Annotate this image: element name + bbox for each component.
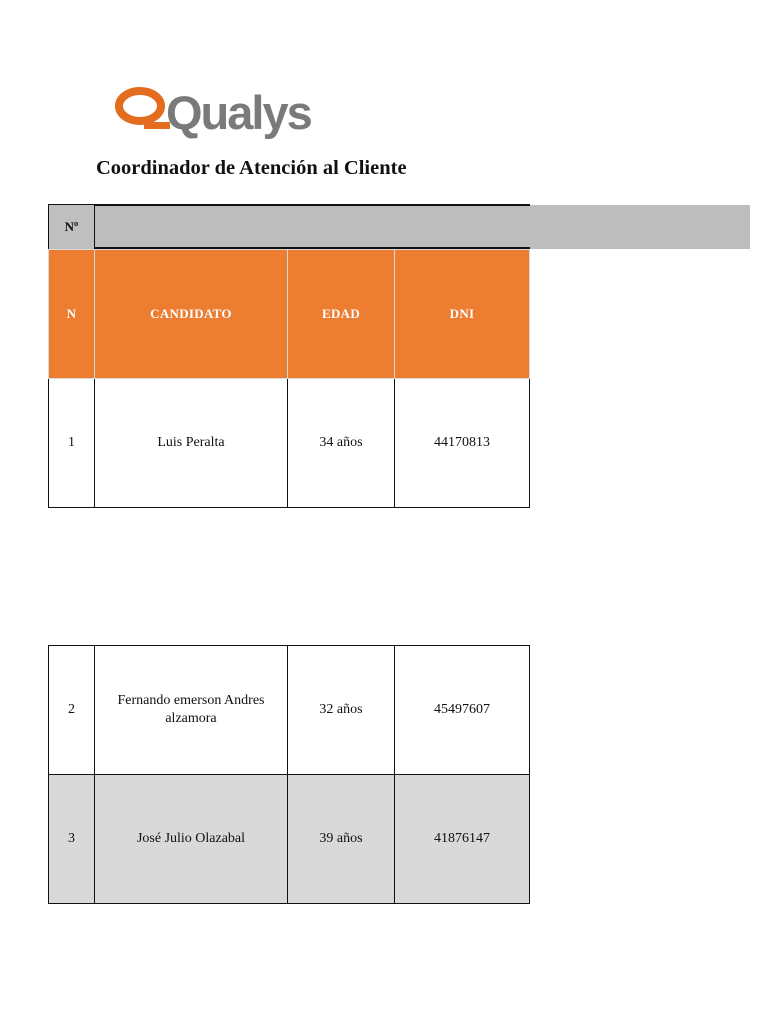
cell-dni: 41876147 <box>395 775 530 904</box>
header-candidato: CANDIDATO <box>95 250 288 379</box>
candidates-table-1 <box>48 249 530 508</box>
header-n: N <box>49 250 95 379</box>
cell-n: 3 <box>49 775 95 904</box>
header-edad: EDAD <box>288 250 395 379</box>
cell-edad: 34 años <box>288 379 395 508</box>
cell-dni: 45497607 <box>395 646 530 775</box>
table-row <box>49 379 530 508</box>
cell-candidato: Fernando emerson Andres alzamora <box>95 646 288 775</box>
header-band <box>95 205 750 249</box>
cell-edad: 39 años <box>288 775 395 904</box>
candidates-table-2 <box>48 645 530 904</box>
cell-candidato: Luis Peralta <box>95 379 288 508</box>
qualys-logo <box>114 84 346 142</box>
table-row <box>49 775 530 904</box>
page-title: Coordinador de Atención al Cliente <box>96 157 407 179</box>
table-header-row <box>49 250 530 379</box>
cell-dni: 44170813 <box>395 379 530 508</box>
cell-candidato: José Julio Olazabal <box>95 775 288 904</box>
table-top-rule <box>95 204 530 206</box>
cell-n: 2 <box>49 646 95 775</box>
table-row <box>49 646 530 775</box>
logo-wordmark: Qualys <box>166 86 311 139</box>
cell-n: 1 <box>49 379 95 508</box>
number-header-cell: Nº <box>48 204 95 251</box>
header-dni: DNI <box>395 250 530 379</box>
cell-edad: 32 años <box>288 646 395 775</box>
